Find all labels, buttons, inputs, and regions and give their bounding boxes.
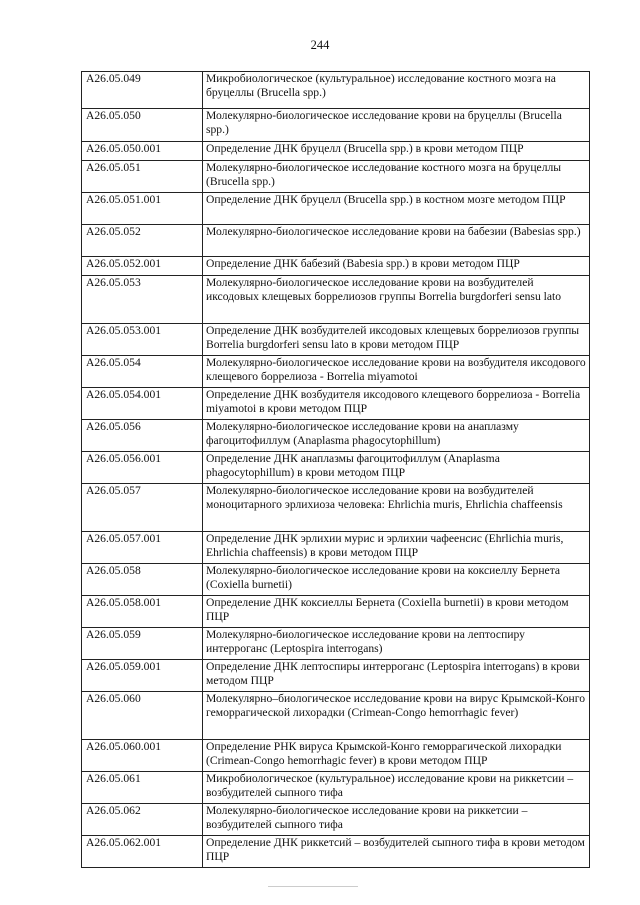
service-code: A26.05.054.001 xyxy=(82,388,203,420)
service-description: Определение ДНК лептоспиры интерроганс (Leptospira interrogans) в крови методом ПЦР xyxy=(203,660,590,692)
service-description: Определение ДНК возбудителя иксодового клещевого боррелиоза - Borrelia miyamotoi в крови методом ПЦР xyxy=(203,388,590,420)
service-description: Молекулярно–биологическое исследование крови на вирус Крымской-Конго геморрагической лихорадки (Crimean-Congo hemorrhagic fever) xyxy=(203,692,590,740)
service-code: A26.05.051.001 xyxy=(82,193,203,225)
service-description: Молекулярно-биологическое исследование крови на бабезии (Babesias spp.) xyxy=(203,225,590,257)
service-code: A26.05.053 xyxy=(82,276,203,324)
table-row xyxy=(82,356,590,388)
service-code: A26.05.058 xyxy=(82,564,203,596)
table-row xyxy=(82,109,590,142)
service-code: A26.05.061 xyxy=(82,772,203,804)
table-row xyxy=(82,324,590,356)
service-description: Определение ДНК коксиеллы Бернета (Coxiella burnetii) в крови методом ПЦР xyxy=(203,596,590,628)
table-row xyxy=(82,564,590,596)
table-row xyxy=(82,836,590,868)
service-description: Определение ДНК возбудителей иксодовых клещевых боррелиозов группы Borrelia burgdorferi sensu lato в крови методом ПЦР xyxy=(203,324,590,356)
service-code: A26.05.060.001 xyxy=(82,740,203,772)
service-description: Микробиологическое (культуральное) исследование костного мозга на бруцеллы (Brucella spp.) xyxy=(203,72,590,109)
service-description: Микробиологическое (культуральное) исследование крови на риккетсии – возбудителей сыпного тифа xyxy=(203,772,590,804)
service-description: Определение ДНК бруцелл (Brucella spp.) в крови методом ПЦР xyxy=(203,142,590,161)
service-description: Молекулярно-биологическое исследование крови на бруцеллы (Brucella spp.) xyxy=(203,109,590,142)
table-row xyxy=(82,193,590,225)
services-table xyxy=(81,71,590,868)
service-description: Молекулярно-биологическое исследование крови на лептоспиру интерроганс (Leptospira interrogans) xyxy=(203,628,590,660)
service-description: Определение ДНК бабезий (Babesia spp.) в крови методом ПЦР xyxy=(203,257,590,276)
service-code: A26.05.058.001 xyxy=(82,596,203,628)
service-description: Молекулярно-биологическое исследование костного мозга на бруцеллы (Brucella spp.) xyxy=(203,161,590,193)
page-number: 244 xyxy=(310,38,330,52)
table-row xyxy=(82,452,590,484)
service-description: Определение ДНК бруцелл (Brucella spp.) в костном мозге методом ПЦР xyxy=(203,193,590,225)
service-code: A26.05.050.001 xyxy=(82,142,203,161)
service-description: Молекулярно-биологическое исследование крови на возбудителей иксодовых клещевых боррелиозов группы Borrelia burgdorferi sensu lato xyxy=(203,276,590,324)
service-code: A26.05.053.001 xyxy=(82,324,203,356)
table-row xyxy=(82,142,590,161)
footer-divider xyxy=(268,886,358,887)
service-code: A26.05.057.001 xyxy=(82,532,203,564)
table-row xyxy=(82,72,590,109)
table-row xyxy=(82,692,590,740)
service-code: A26.05.059 xyxy=(82,628,203,660)
table-row xyxy=(82,161,590,193)
service-code: A26.05.062 xyxy=(82,804,203,836)
service-code: A26.05.049 xyxy=(82,72,203,109)
service-code: A26.05.057 xyxy=(82,484,203,532)
table-row xyxy=(82,532,590,564)
table-row xyxy=(82,484,590,532)
service-description: Определение ДНК эрлихии мурис и эрлихии чафеенсис (Ehrlichia muris, Ehrlichia chaffeensis) в крови методом ПЦР xyxy=(203,532,590,564)
service-code: A26.05.052.001 xyxy=(82,257,203,276)
service-description: Молекулярно-биологическое исследование крови на анаплазму фагоцитофиллум (Anaplasma phagocytophillum) xyxy=(203,420,590,452)
table-row xyxy=(82,660,590,692)
service-code: A26.05.050 xyxy=(82,109,203,142)
table-row xyxy=(82,388,590,420)
table-row xyxy=(82,420,590,452)
service-description: Молекулярно-биологическое исследование крови на риккетсии – возбудителей сыпного тифа xyxy=(203,804,590,836)
table-row xyxy=(82,804,590,836)
service-code: A26.05.051 xyxy=(82,161,203,193)
service-code: A26.05.059.001 xyxy=(82,660,203,692)
table-row xyxy=(82,225,590,257)
service-code: A26.05.054 xyxy=(82,356,203,388)
service-description: Определение РНК вируса Крымской-Конго геморрагической лихорадки (Crimean-Congo hemorrhagic fever) в крови методом ПЦР xyxy=(203,740,590,772)
table-row xyxy=(82,628,590,660)
service-description: Молекулярно-биологическое исследование крови на возбудителя иксодового клещевого боррелиоза - Borrelia miyamotoi xyxy=(203,356,590,388)
table-row xyxy=(82,596,590,628)
service-description: Определение ДНК анаплазмы фагоцитофиллум (Anaplasma phagocytophillum) в крови методом ПЦР xyxy=(203,452,590,484)
service-code: A26.05.056.001 xyxy=(82,452,203,484)
table-row xyxy=(82,740,590,772)
service-code: A26.05.052 xyxy=(82,225,203,257)
table-row xyxy=(82,276,590,324)
service-code: A26.05.062.001 xyxy=(82,836,203,868)
service-description: Молекулярно-биологическое исследование крови на коксиеллу Бернета (Coxiella burnetii) xyxy=(203,564,590,596)
table-row xyxy=(82,257,590,276)
service-description: Определение ДНК риккетсий – возбудителей сыпного тифа в крови методом ПЦР xyxy=(203,836,590,868)
service-code: A26.05.060 xyxy=(82,692,203,740)
table-row xyxy=(82,772,590,804)
service-description: Молекулярно-биологическое исследование крови на возбудителей моноцитарного эрлихиоза человека: Ehrlichia muris, Ehrlichia chaffeensis xyxy=(203,484,590,532)
service-code: A26.05.056 xyxy=(82,420,203,452)
